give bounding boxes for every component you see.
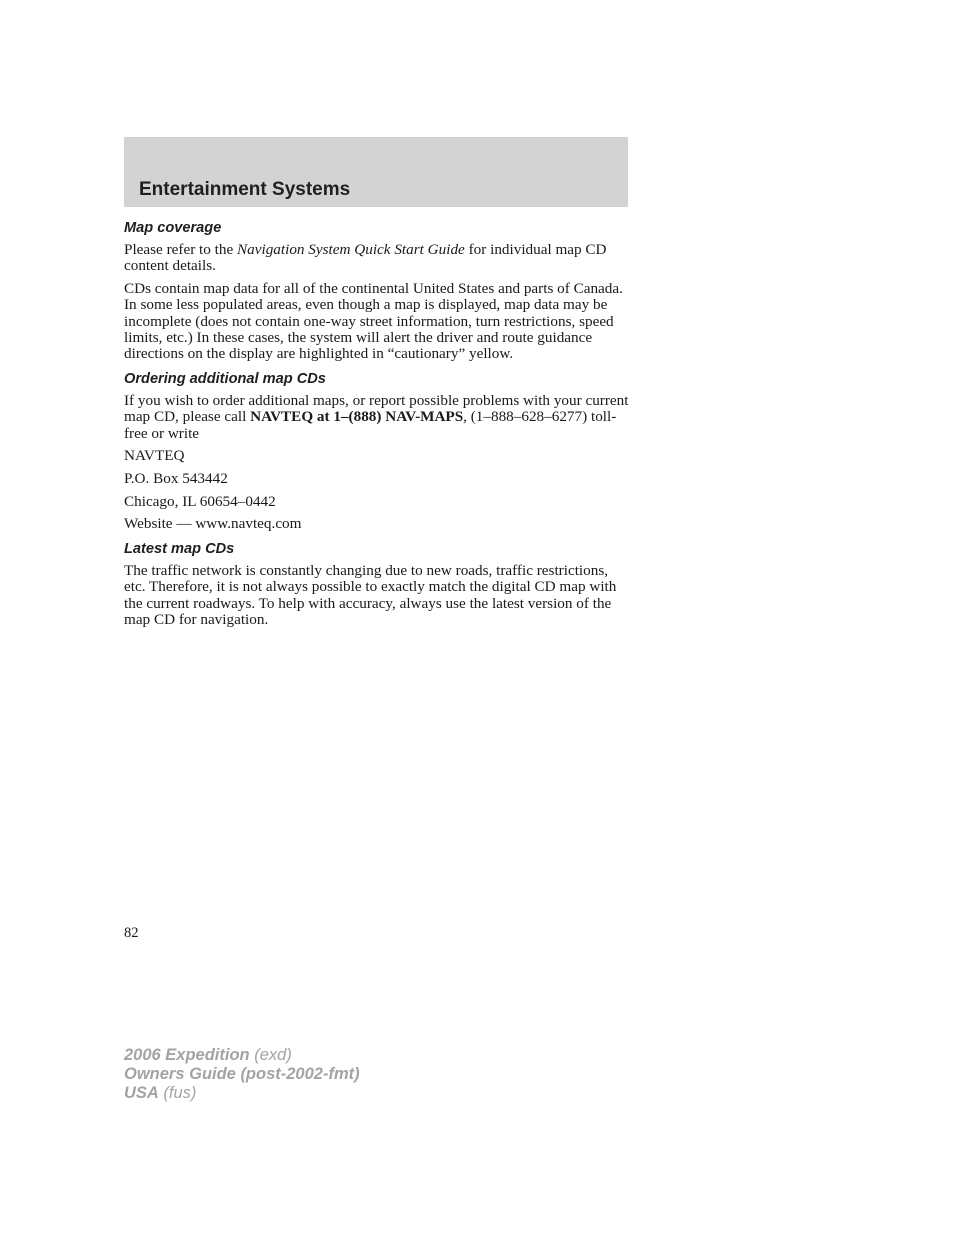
text-fragment: , (1–888–628–6277) toll-free or write — [124, 408, 617, 442]
paragraph-map-coverage-intro — [124, 242, 630, 275]
footer-line-model — [124, 1046, 360, 1065]
page-content — [124, 219, 630, 634]
heading-latest-map-cds: Latest map CDs — [124, 540, 235, 557]
footer-region-code: (fus) — [158, 1084, 197, 1102]
text-fragment: If you wish to order additional maps, or report possible problems with your current map CD, please call — [124, 391, 629, 426]
text-fragment: Please refer to the — [124, 241, 238, 258]
address-line-website: Website — www.navteq.com — [124, 515, 302, 533]
heading-ordering-map-cds: Ordering additional map CDs — [124, 370, 326, 387]
section-title: Entertainment Systems — [139, 179, 351, 200]
section-header-band — [124, 137, 628, 207]
footer-line-region — [124, 1084, 360, 1103]
page-number: 82 — [124, 925, 139, 941]
phone-number-bold: NAVTEQ at 1–(888) NAV-MAPS — [250, 408, 464, 426]
footer-region: USA — [124, 1084, 159, 1102]
footer-model-code: (exd) — [249, 1046, 292, 1064]
address-line-city: Chicago, IL 60654–0442 — [124, 492, 276, 510]
paragraph-latest-map-cds: The traffic network is constantly changing due to new roads, traffic restrictions, etc. Therefore, it is not always possible to exactly match the digital CD map with the current roadways. To help with accuracy, always use the latest version of the map CD for navigation. — [124, 561, 617, 629]
guide-title-italic: Navigation System Quick Start Guide — [237, 241, 465, 258]
address-line-po-box: P.O. Box 543442 — [124, 469, 228, 487]
text-fragment: for individual map CD content details. — [124, 241, 607, 275]
paragraph-map-coverage-details: CDs contain map data for all of the continental United States and parts of Canada. In some less populated areas, even though a map is displayed, map data may be incomplete (does not contain one-way street information, turn restrictions, speed limits, etc.) In these cases, the system will alert the driver and route guidance directions on the display are highlighted in “cautionary” yellow. — [124, 279, 623, 363]
address-line-company: NAVTEQ — [124, 447, 185, 465]
paragraph-ordering-intro — [124, 393, 630, 442]
footer-guide: Owners Guide (post-2002-fmt) — [124, 1065, 360, 1083]
document-footer — [124, 1046, 360, 1103]
heading-map-coverage: Map coverage — [124, 220, 222, 236]
footer-model: 2006 Expedition — [124, 1046, 250, 1064]
footer-line-guide — [124, 1065, 360, 1084]
